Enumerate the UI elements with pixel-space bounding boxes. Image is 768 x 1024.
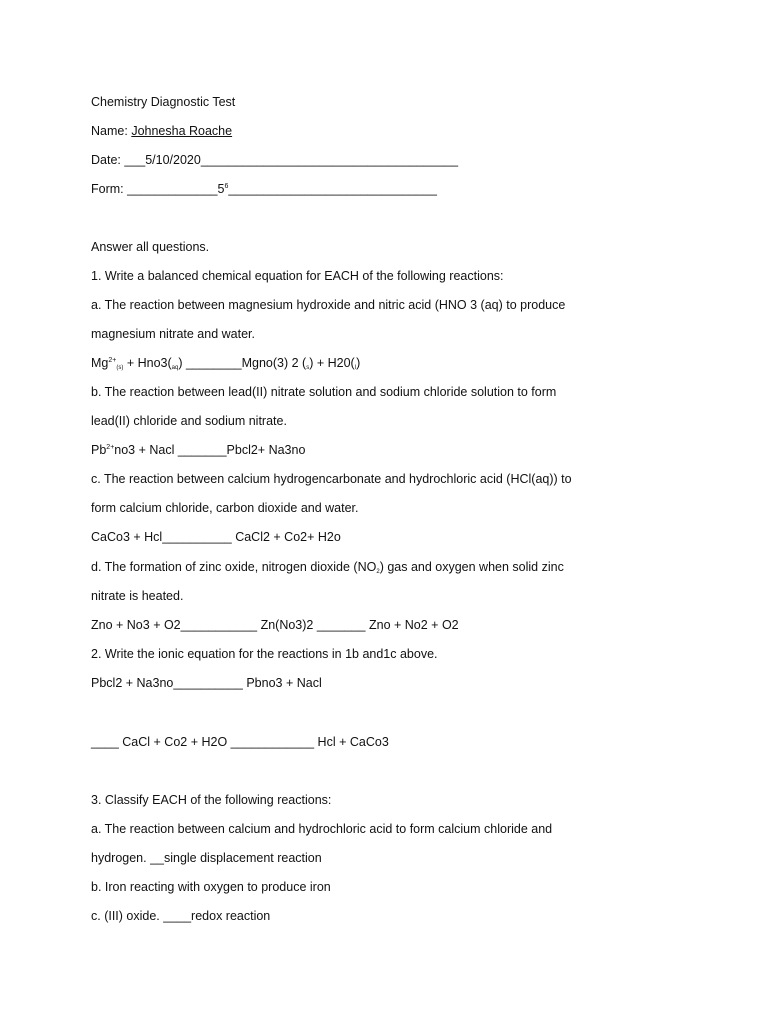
question-3b: b. Iron reacting with oxygen to produce iron [91,880,331,894]
ans1a-part2: + Hno3( [123,356,172,370]
instructions: Answer all questions. [91,240,210,254]
question-3c: c. (III) oxide. ____redox reaction [91,909,271,923]
doc-title: Chemistry Diagnostic Test [91,95,236,109]
ans1a-sub1: (s) [116,365,124,371]
form-blank-a: _____________5 [127,182,225,196]
date-label: Date: [91,153,121,167]
question-3a-line1: a. The reaction between calcium and hydrochloric acid to form calcium chloride and [91,822,553,836]
answer-1d: Zno + No3 + O2___________ Zn(No3)2 _______ Zno + No2 + O2 [91,618,459,632]
answer-1b [91,442,305,458]
ans1b-part2: no3 + Nacl _______Pbcl2+ Na3no [114,443,306,457]
question-2: 2. Write the ionic equation for the reactions in 1b and1c above. [91,647,438,661]
question-1d-line2: nitrate is heated. [91,589,184,603]
form-blank-b: ______________________________ [228,182,437,196]
form-sup: 6 [224,183,229,190]
ans1a-sub2: aq [171,365,179,371]
answer-1c: CaCo3 + Hcl__________ CaCl2 + Co2+ H2o [91,530,341,544]
form-line [91,181,437,197]
name-value: Johnesha Roache [131,124,233,138]
date-value: ___5/10/2020_____________________________________ [124,153,459,167]
ans1a-part4: ) + H20( [309,356,355,370]
answer-2a: Pbcl2 + Na3no__________ Pbno3 + Nacl [91,676,322,690]
question-1a-line1: a. The reaction between magnesium hydroxide and nitric acid (HNO 3 (aq) to produce [91,298,566,312]
ans1a-sub3: s [306,365,310,371]
question-3a-line2: hydrogen. __single displacement reaction [91,851,322,865]
name-line [91,123,232,139]
question-1b-line2: lead(II) chloride and sodium nitrate. [91,414,287,428]
question-1c-line1: c. The reaction between calcium hydrogencarbonate and hydrochloric acid (HCl(aq)) to [91,472,572,486]
ans1a-part1: Mg [91,356,109,370]
name-label: Name: [91,124,128,138]
ans1b-sup1: 2+ [106,444,115,451]
ans1a-sup1: 2+ [108,357,117,364]
q1d-part2: ) gas and oxygen when solid zinc [379,560,564,574]
question-1d-line1 [91,559,564,575]
answer-2b: ____ CaCl + Co2 + H2O ____________ Hcl + CaCo3 [91,735,389,749]
date-line [91,152,458,168]
answer-1a [91,355,360,371]
ans1b-part1: Pb [91,443,107,457]
question-1: 1. Write a balanced chemical equation for EACH of the following reactions: [91,269,504,283]
q1d-part1: d. The formation of zinc oxide, nitrogen dioxide (NO [91,560,377,574]
question-1b-line1: b. The reaction between lead(II) nitrate solution and sodium chloride solution to form [91,385,557,399]
form-label: Form: [91,182,124,196]
ans1a-part5: ) [356,356,361,370]
q1d-sub1: 2 [376,569,380,575]
ans1a-part3: ) ________Mgno(3) 2 ( [178,356,307,370]
question-3: 3. Classify EACH of the following reactions: [91,793,332,807]
question-1c-line2: form calcium chloride, carbon dioxide and water. [91,501,359,515]
question-1a-line2: magnesium nitrate and water. [91,327,255,341]
ans1a-sub4: l [354,365,357,371]
